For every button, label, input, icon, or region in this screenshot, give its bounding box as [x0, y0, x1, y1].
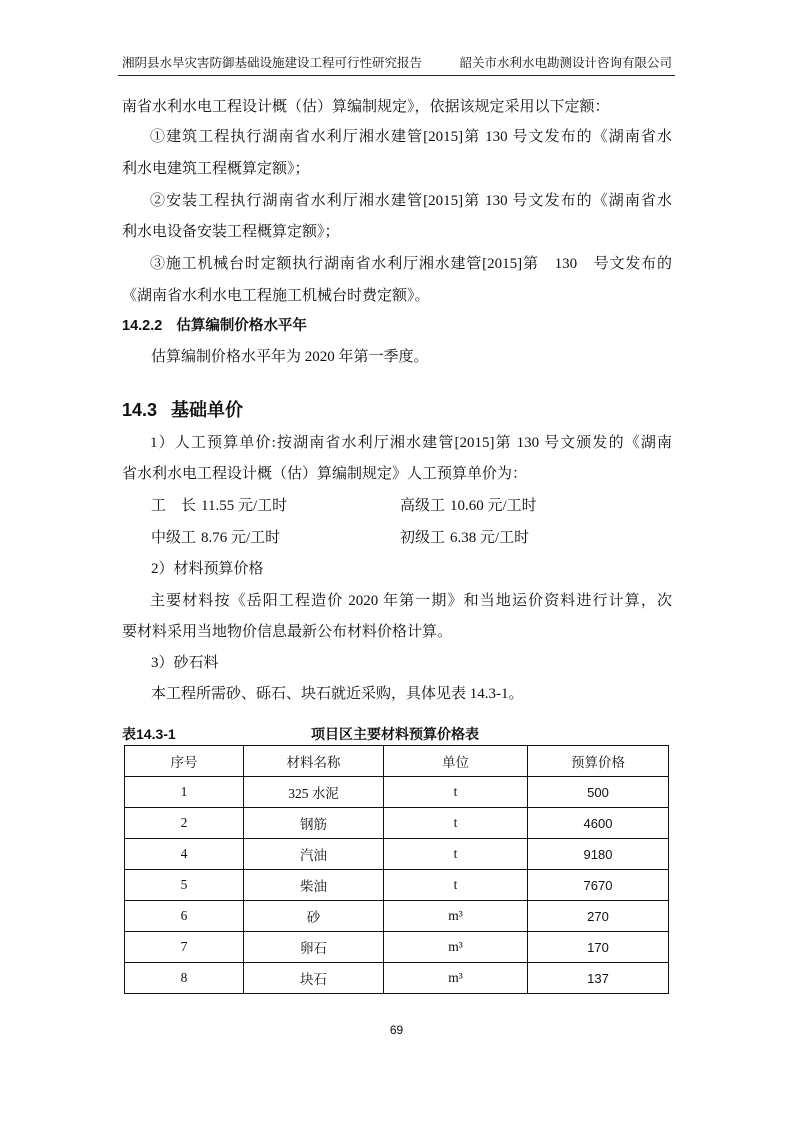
- cell-material: 卵石: [244, 932, 384, 963]
- cell-price: 4600: [528, 808, 669, 839]
- cell-material: 钢筋: [244, 808, 384, 839]
- labor-rate-senior: [400, 496, 537, 516]
- section-14-3-heading: [122, 399, 243, 421]
- quota-2-line-1: ②安装工程执行湖南省水利厅湘水建管[2015]第 130 号文发布的《湖南省水: [150, 193, 672, 209]
- cell-index: 7: [125, 932, 244, 963]
- cell-material: 汽油: [244, 839, 384, 870]
- column-header-unit: 单位: [384, 746, 528, 777]
- section-14-2-2-text: 估算编制价格水平年为 2020 年第一季度。: [151, 349, 429, 365]
- aggregates-text: 本工程所需砂、砾石、块石就近采购，具体见表 14.3-1。: [151, 686, 524, 702]
- quota-1-line-2: 利水电建筑工程概算定额》；: [122, 161, 310, 177]
- labor-line-1: 1）人工预算单价:按湖南省水利厅湘水建管[2015]第 130 号文颁发的《湖南: [150, 435, 672, 451]
- table-header-row: [125, 746, 669, 777]
- rate-grade: 工 长: [151, 498, 197, 514]
- header-divider: [118, 75, 675, 76]
- paragraph-continuation: 南省水利水电工程设计概（估）算编制规定》，依据该规定采用以下定额：: [122, 99, 610, 115]
- cell-material: 325 水泥: [244, 777, 384, 808]
- cell-unit: t: [384, 870, 528, 901]
- labor-rate-junior: [400, 528, 529, 548]
- quota-3-line-1: ③施工机械台时定额执行湖南省水利厅湘水建管[2015]第 130 号文发布的: [150, 256, 672, 272]
- materials-line-1: 主要材料按《岳阳工程造价 2020 年第一期》和当地运价资料进行计算，次: [150, 593, 672, 609]
- table-body: [125, 777, 669, 994]
- rate-value: 6.38 元/工时: [450, 530, 530, 546]
- cell-unit: m³: [384, 901, 528, 932]
- cell-unit: t: [384, 839, 528, 870]
- cell-material: 砂: [244, 901, 384, 932]
- table-row: [125, 870, 669, 901]
- header-report-title: 湘阴县水旱灾害防御基础设施建设工程可行性研究报告: [122, 56, 423, 70]
- header-company: 韶关市水利水电勘测设计咨询有限公司: [459, 56, 672, 70]
- rate-value: 8.76 元/工时: [201, 530, 281, 546]
- table-row: [125, 839, 669, 870]
- cell-index: 4: [125, 839, 244, 870]
- cell-unit: t: [384, 777, 528, 808]
- column-header-material: 材料名称: [244, 746, 384, 777]
- table-row: [125, 777, 669, 808]
- cell-index: 1: [125, 777, 244, 808]
- quota-2-line-2: 利水电设备安装工程概算定额》；: [122, 224, 340, 240]
- cell-unit: m³: [384, 963, 528, 994]
- cell-index: 6: [125, 901, 244, 932]
- table-row: [125, 932, 669, 963]
- cell-unit: t: [384, 808, 528, 839]
- page-number: 69: [389, 1023, 404, 1037]
- table-row: [125, 808, 669, 839]
- rate-grade: 初级工: [400, 530, 446, 546]
- cell-index: 2: [125, 808, 244, 839]
- cell-material: 柴油: [244, 870, 384, 901]
- rate-grade: 高级工: [400, 498, 446, 514]
- cell-price: 500: [528, 777, 669, 808]
- rate-grade: 中级工: [151, 530, 197, 546]
- column-header-index: 序号: [125, 746, 244, 777]
- cell-index: 5: [125, 870, 244, 901]
- column-header-price: 预算价格: [528, 746, 669, 777]
- table-title: 项目区主要材料预算价格表: [311, 726, 479, 742]
- cell-price: 270: [528, 901, 669, 932]
- cell-unit: m³: [384, 932, 528, 963]
- materials-heading: 2）材料预算价格: [151, 561, 264, 577]
- material-price-table: [124, 745, 669, 994]
- rate-value: 10.60 元/工时: [450, 498, 537, 514]
- cell-price: 9180: [528, 839, 669, 870]
- quota-1-line-1: ①建筑工程执行湖南省水利厅湘水建管[2015]第 130 号文发布的《湖南省水: [150, 129, 672, 145]
- cell-price: 137: [528, 963, 669, 994]
- quota-3-line-2: 《湖南省水利水电工程施工机械台时费定额》。: [122, 288, 430, 304]
- cell-index: 8: [125, 963, 244, 994]
- labor-rate-intermediate: [151, 528, 280, 548]
- materials-line-2: 要材料采用当地物价信息最新公布材料价格计算。: [122, 624, 453, 640]
- table-row: [125, 963, 669, 994]
- section-title: 估算编制价格水平年: [176, 318, 307, 334]
- cell-price: 170: [528, 932, 669, 963]
- labor-rate-foreman: [151, 496, 287, 516]
- section-number: 14.3: [122, 400, 158, 420]
- aggregates-heading: 3）砂石料: [151, 655, 219, 671]
- cell-material: 块石: [244, 963, 384, 994]
- rate-value: 11.55 元/工时: [201, 498, 288, 514]
- section-title: 基础单价: [171, 400, 244, 420]
- cell-price: 7670: [528, 870, 669, 901]
- section-number: 14.2.2: [122, 318, 163, 334]
- table-number: 表14.3-1: [122, 726, 176, 742]
- table-row: [125, 901, 669, 932]
- labor-line-2: 省水利水电工程设计概（估）算编制规定》人工预算单价为：: [122, 466, 528, 482]
- section-14-2-2-heading: [122, 316, 307, 336]
